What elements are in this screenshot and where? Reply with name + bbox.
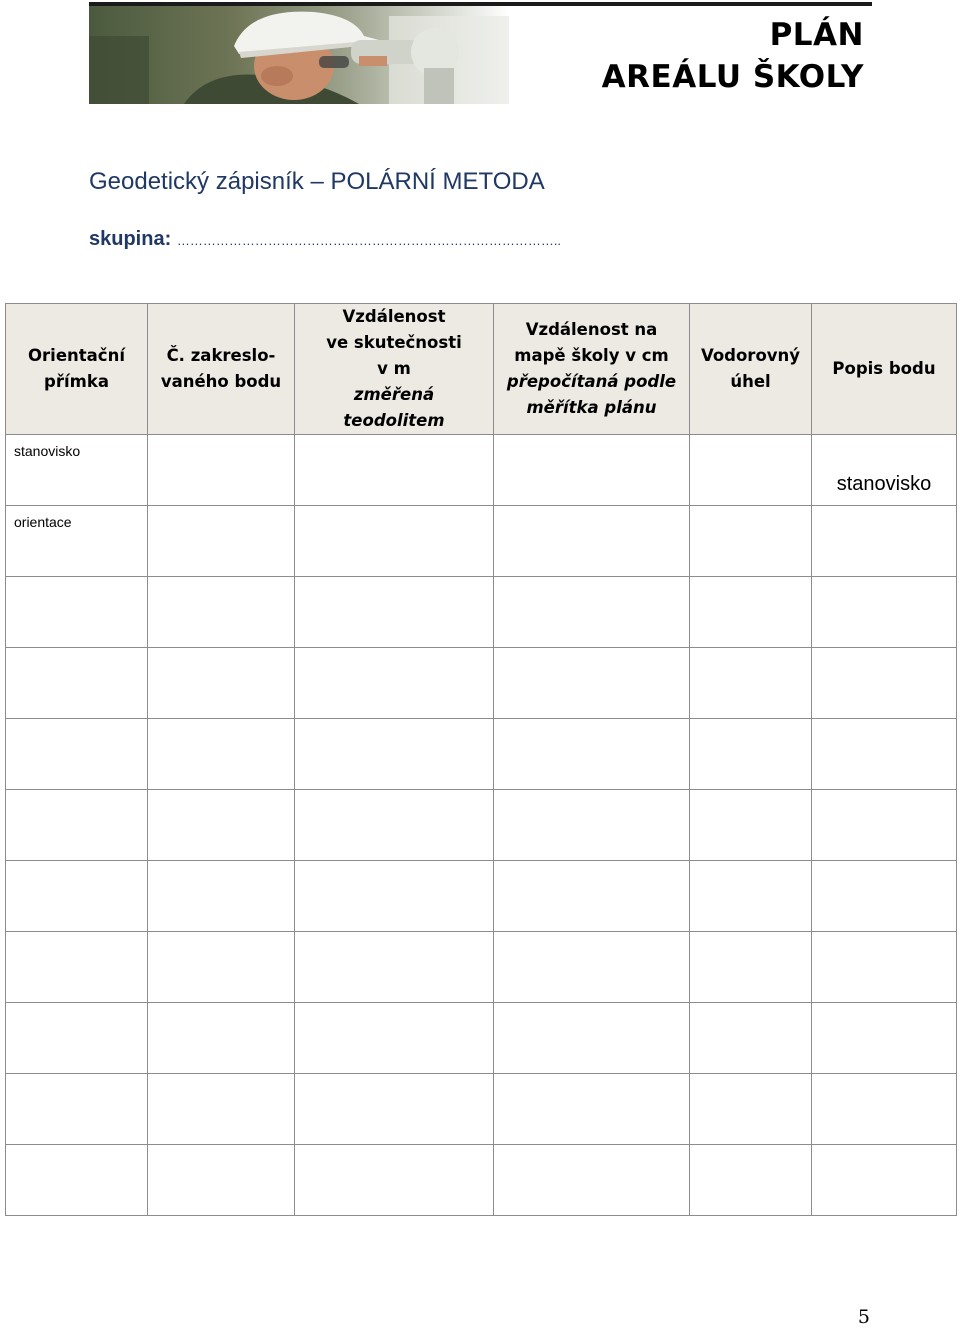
- header-text: Orientační: [28, 346, 125, 365]
- table-cell[interactable]: [148, 861, 295, 932]
- table-cell[interactable]: [6, 435, 148, 506]
- group-label: skupina:: [89, 228, 172, 250]
- header-horizontal-angle: [690, 304, 812, 435]
- table-cell[interactable]: [6, 1003, 148, 1074]
- table-cell[interactable]: [690, 506, 812, 577]
- point-description: [812, 882, 956, 910]
- row-label: stanovisko: [14, 443, 81, 459]
- table-row: [6, 719, 957, 790]
- header-text: Vodorovný: [700, 346, 801, 365]
- header-text: Č. zakreslo-: [166, 346, 276, 365]
- table-cell[interactable]: [494, 648, 690, 719]
- table-row: [6, 861, 957, 932]
- row-label: [6, 719, 147, 789]
- table-cell[interactable]: [295, 648, 494, 719]
- header-text: v m: [377, 359, 411, 378]
- header-text: ve skutečnosti: [326, 333, 462, 352]
- table-cell[interactable]: [148, 932, 295, 1003]
- point-description: [812, 669, 956, 697]
- header-banner: [89, 2, 872, 104]
- table-cell[interactable]: [690, 719, 812, 790]
- table-cell[interactable]: [295, 932, 494, 1003]
- table-cell[interactable]: [148, 577, 295, 648]
- row-label: [6, 1003, 147, 1073]
- table-cell[interactable]: [812, 1145, 957, 1216]
- table-cell[interactable]: [494, 719, 690, 790]
- table-row: [6, 506, 957, 577]
- header-point-description: [812, 304, 957, 435]
- table-row: [6, 932, 957, 1003]
- point-description: [812, 740, 956, 768]
- header-text: Vzdálenost: [342, 307, 446, 326]
- point-description: [812, 1024, 956, 1052]
- table-cell[interactable]: [148, 790, 295, 861]
- row-label: [6, 1074, 147, 1144]
- header-text: teodolitem: [343, 411, 445, 430]
- header-text: přímka: [44, 372, 109, 391]
- header-real-distance: [295, 304, 494, 435]
- row-label: [6, 861, 147, 931]
- document-title: Geodetický zápisník – POLÁRNÍ METODA: [89, 168, 545, 195]
- header-text: Vzdálenost na: [525, 320, 658, 339]
- table-cell[interactable]: [812, 577, 957, 648]
- header-text: přepočítaná podle: [506, 372, 677, 391]
- point-description: [812, 811, 956, 839]
- surveyor-photo: [89, 6, 509, 104]
- point-description: [812, 598, 956, 626]
- table-cell[interactable]: [812, 932, 957, 1003]
- point-description: stanovisko: [836, 472, 932, 495]
- table-cell[interactable]: [690, 1074, 812, 1145]
- table-cell[interactable]: [494, 790, 690, 861]
- table-cell[interactable]: [690, 861, 812, 932]
- table-cell[interactable]: [295, 1074, 494, 1145]
- row-label: [6, 1145, 147, 1215]
- header-text: Popis bodu: [832, 359, 936, 378]
- header-map-distance: [494, 304, 690, 435]
- surveyor-illustration-icon: [89, 6, 509, 104]
- table-cell[interactable]: [295, 1003, 494, 1074]
- table-cell[interactable]: [812, 719, 957, 790]
- table-cell[interactable]: [295, 506, 494, 577]
- group-field: [89, 228, 561, 251]
- table-cell[interactable]: [148, 719, 295, 790]
- table-cell[interactable]: [295, 1145, 494, 1216]
- table-cell[interactable]: [6, 790, 148, 861]
- table-cell[interactable]: [295, 719, 494, 790]
- header-text: měřítka plánu: [526, 398, 657, 417]
- table-cell[interactable]: [148, 1145, 295, 1216]
- table-row: [6, 1003, 957, 1074]
- table-row: [6, 1074, 957, 1145]
- table-row: [6, 648, 957, 719]
- banner-title-line1: PLÁN: [769, 17, 864, 53]
- group-fill-line[interactable]: ……………………………………………………………………………..: [176, 233, 562, 248]
- table-cell[interactable]: [6, 719, 148, 790]
- table-cell[interactable]: [494, 1003, 690, 1074]
- point-description: [812, 953, 956, 981]
- table-row: [6, 1145, 957, 1216]
- point-description: [812, 1166, 956, 1194]
- table-cell[interactable]: [494, 932, 690, 1003]
- table-cell[interactable]: [690, 932, 812, 1003]
- row-label: [6, 790, 147, 860]
- table-row: [6, 577, 957, 648]
- table-cell[interactable]: [295, 577, 494, 648]
- header-text: úhel: [730, 372, 771, 391]
- point-description: [812, 1095, 956, 1123]
- table-cell[interactable]: [148, 1074, 295, 1145]
- table-cell[interactable]: [6, 506, 148, 577]
- table-header-row: [6, 304, 957, 435]
- table-row: [6, 790, 957, 861]
- table-cell[interactable]: [812, 648, 957, 719]
- table-cell[interactable]: [494, 861, 690, 932]
- page-number: 5: [857, 1306, 870, 1328]
- table-cell[interactable]: [494, 577, 690, 648]
- table-cell[interactable]: [6, 577, 148, 648]
- table-cell[interactable]: [6, 1145, 148, 1216]
- table-cell[interactable]: [690, 1145, 812, 1216]
- table-cell[interactable]: [148, 648, 295, 719]
- table-cell[interactable]: [295, 861, 494, 932]
- table-row: [6, 435, 957, 506]
- table-cell[interactable]: [812, 790, 957, 861]
- table-cell[interactable]: [148, 1003, 295, 1074]
- table-cell[interactable]: [295, 790, 494, 861]
- row-label: [6, 577, 147, 647]
- table-cell[interactable]: [6, 861, 148, 932]
- table-cell[interactable]: [494, 1145, 690, 1216]
- banner-title-line2: AREÁLU ŠKOLY: [601, 59, 864, 95]
- table-cell[interactable]: [494, 1074, 690, 1145]
- table-cell[interactable]: [812, 861, 957, 932]
- table-cell[interactable]: [148, 506, 295, 577]
- survey-table: [5, 303, 957, 1216]
- header-text: mapě školy v cm: [514, 346, 669, 365]
- table-cell[interactable]: [812, 506, 957, 577]
- point-description: [812, 527, 956, 555]
- table-cell[interactable]: [6, 1074, 148, 1145]
- table-cell[interactable]: [690, 435, 812, 506]
- table-cell[interactable]: [690, 577, 812, 648]
- row-label: orientace: [14, 514, 72, 530]
- banner-title: [602, 14, 864, 98]
- table-cell[interactable]: [6, 932, 148, 1003]
- header-text: vaného bodu: [160, 372, 282, 391]
- table-cell[interactable]: [812, 435, 957, 506]
- row-label: [6, 648, 147, 718]
- header-text: změřená: [353, 385, 435, 404]
- table-cell[interactable]: [494, 506, 690, 577]
- header-orientation-line: [6, 304, 148, 435]
- table-cell[interactable]: [690, 790, 812, 861]
- table-cell[interactable]: [494, 435, 690, 506]
- table-cell[interactable]: [812, 1074, 957, 1145]
- header-point-number: [148, 304, 295, 435]
- row-label: [6, 932, 147, 1002]
- table-cell[interactable]: [295, 435, 494, 506]
- table-cell[interactable]: [6, 648, 148, 719]
- table-cell[interactable]: [812, 1003, 957, 1074]
- table-cell[interactable]: [690, 1003, 812, 1074]
- table-cell[interactable]: [148, 435, 295, 506]
- table-cell[interactable]: [690, 648, 812, 719]
